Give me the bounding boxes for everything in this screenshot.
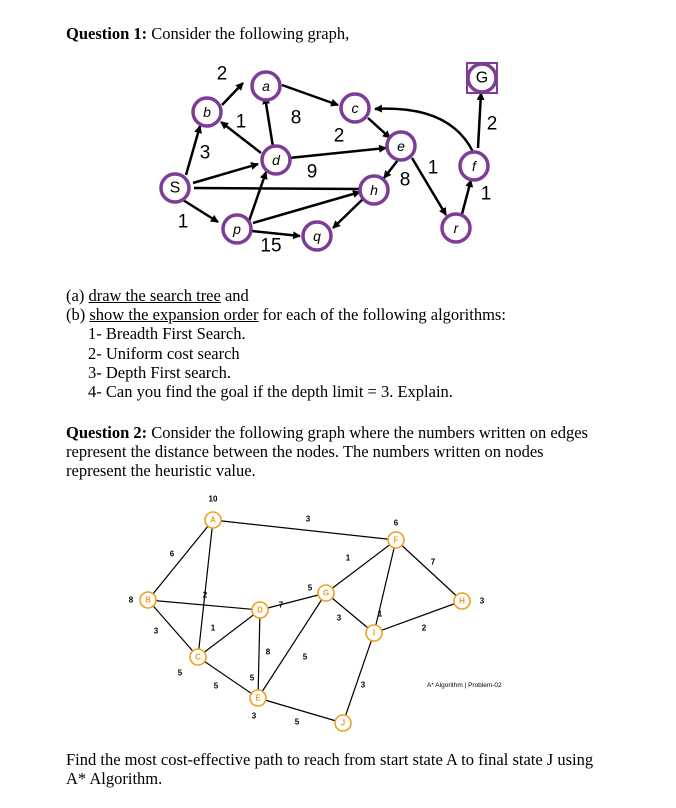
edge-E-J	[258, 698, 343, 723]
node-label: H	[459, 596, 465, 606]
edge-label: 5	[213, 681, 219, 691]
edge-r-f	[462, 180, 471, 214]
edge-label: 2	[486, 113, 498, 135]
edge-label: 5	[249, 673, 255, 683]
node-label: c	[351, 100, 359, 116]
edge-label: 15	[260, 235, 282, 257]
node-label: G	[475, 69, 489, 87]
edge-label: 1	[235, 111, 247, 133]
edge-label: 8	[290, 107, 302, 129]
edge-G-I	[326, 593, 374, 633]
heuristic-label: 8	[128, 595, 134, 605]
node-label: h	[370, 182, 378, 198]
q2-line3: represent the heuristic value.	[66, 461, 256, 480]
edge-label: 3	[199, 142, 211, 164]
edge-label: 1	[210, 623, 216, 633]
edge-d-e	[289, 148, 386, 158]
part-b-suffix: for each of the following algorithms:	[258, 305, 506, 324]
edge-A-B	[148, 520, 213, 600]
graph2-caption: A* Algorithm | Problem-02	[427, 682, 502, 689]
edge-e-h	[384, 160, 398, 178]
part-b-underlined: show the expansion order	[89, 305, 259, 324]
edge-label: 1	[427, 157, 439, 179]
edge-D-E	[258, 610, 260, 698]
edge-S-d	[193, 164, 258, 183]
part-a-suffix: and	[220, 286, 249, 305]
node-label: B	[145, 595, 151, 605]
node-label: b	[203, 104, 211, 120]
edge-label: 7	[430, 557, 436, 567]
node-label: d	[272, 152, 280, 168]
heuristic-label: 5	[177, 668, 183, 678]
edge-d-a	[265, 97, 273, 147]
heuristic-label: 3	[479, 596, 485, 606]
edge-label: 1	[480, 183, 492, 205]
q1-heading-text: Consider the following graph,	[147, 24, 350, 43]
q2-heading-bold: Question 2:	[66, 423, 148, 442]
edge-label: 5	[294, 717, 300, 727]
node-label: E	[255, 693, 261, 703]
edge-label: 3	[360, 680, 366, 690]
edge-S-b	[186, 126, 200, 175]
heuristic-label: 10	[208, 494, 218, 504]
edge-I-H	[374, 601, 462, 633]
edge-f-G	[478, 93, 481, 148]
edge-label: 2	[202, 590, 208, 600]
q2-line2: represent the distance between the nodes. The numbers written on nodes	[66, 442, 544, 461]
edge-a-c	[282, 85, 338, 105]
edge-label: 9	[306, 161, 318, 183]
node-label: r	[453, 220, 459, 236]
edge-label: 1	[345, 553, 351, 563]
edge-p-d	[248, 172, 266, 224]
edge-label: 3	[336, 613, 342, 623]
node-label: A	[210, 515, 216, 525]
edge-label: 6	[169, 549, 175, 559]
part-b-prefix: (b)	[66, 305, 90, 324]
algorithm-item: 1- Breadth First Search.	[88, 324, 246, 343]
edge-S-h	[194, 188, 361, 189]
edge-label: 3	[305, 514, 311, 524]
edge-c-e	[368, 118, 390, 138]
edge-label: 2	[421, 623, 427, 633]
heuristic-label: 5	[307, 583, 313, 593]
node-label: f	[472, 158, 476, 174]
edge-C-D	[198, 610, 260, 657]
edge-A-C	[198, 520, 213, 657]
question2-graph	[0, 480, 676, 740]
q2-line1-text: Consider the following graph where the numbers written on edges	[147, 423, 588, 442]
node-label: F	[393, 535, 399, 545]
node-label: D	[257, 605, 263, 615]
heuristic-label: 6	[393, 518, 399, 528]
node-label: p	[233, 221, 241, 237]
node-label: q	[313, 228, 321, 244]
edge-I-J	[343, 633, 374, 723]
q1-part-a	[66, 286, 249, 306]
edge-label: 1	[377, 609, 383, 619]
node-label: S	[169, 179, 181, 197]
edge-F-H	[396, 540, 462, 601]
part-a-underlined: draw the search tree	[88, 286, 221, 305]
node-label: a	[262, 78, 270, 94]
part-a-prefix: (a)	[66, 286, 89, 305]
q1-part-b	[66, 305, 506, 325]
node-label: C	[195, 652, 201, 662]
algorithm-item: 3- Depth First search.	[88, 363, 231, 382]
node-label: I	[372, 628, 376, 638]
question1-graph	[0, 0, 676, 270]
algorithm-item: 4- Can you find the goal if the depth limit = 3. Explain.	[88, 382, 453, 401]
edge-b-a	[222, 83, 243, 105]
q1-heading-bold: Question 1:	[66, 24, 148, 43]
edge-label: 8	[399, 169, 411, 191]
node-label: J	[340, 718, 346, 728]
edge-label: 2	[333, 125, 345, 147]
edge-label: 2	[216, 63, 228, 85]
node-label: G	[322, 588, 330, 598]
node-label: e	[397, 138, 405, 154]
edge-A-F	[213, 520, 396, 540]
edge-label: 1	[177, 211, 189, 233]
q2-footer-line1: Find the most cost-effective path to reach from start state A to final state J using	[66, 750, 594, 769]
edge-label: 3	[153, 626, 159, 636]
q2-line1	[66, 423, 588, 443]
q2-footer-line2: A* Algorithm.	[66, 769, 163, 788]
edge-label: 5	[302, 652, 308, 662]
heuristic-label: 3	[251, 711, 257, 721]
algorithm-item: 2- Uniform cost search	[88, 344, 240, 363]
heuristic-label: 7	[278, 600, 284, 610]
edge-label: 8	[265, 647, 271, 657]
edge-h-q	[333, 198, 364, 228]
